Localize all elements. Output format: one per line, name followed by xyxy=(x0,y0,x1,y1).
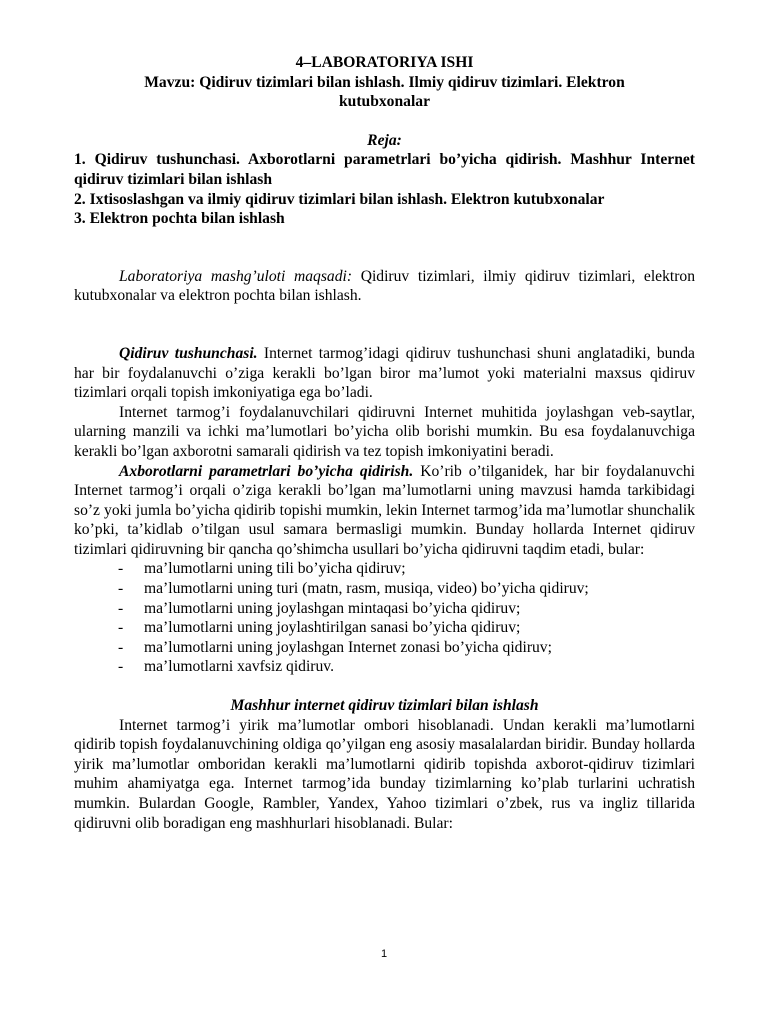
objective-label: Laboratoriya mashg’uloti maqsadi: xyxy=(119,267,353,285)
spacer xyxy=(74,677,695,696)
section1-paragraph xyxy=(74,344,695,403)
list-marker: - xyxy=(118,599,124,617)
list-item-text: ma’lumotlarni uning turi (matn, rasm, musiqa, video) bo’yicha qidiruv; xyxy=(144,580,589,598)
document-page xyxy=(74,53,695,833)
list-marker: - xyxy=(118,658,124,676)
section2-text: Ko’rib o’tilganidek, har bir foydalanuvchi Internet tarmog’i orqali o’ziga kerakli bo’lgan ma’lumotlarni uning mavzusi hamda tarkibidagi so’z yoki jumla bo’yicha qidirib topishi mumkin, lekin Internet tarmog’ida ma’lumotlar shunchalik ko’pki, ta’kidlab o’tilgan usul samara bermasligi mumkin. Bunday hollarda Internet qidiruv tizimlari qidiruvning bir qancha qo’shimcha usullari bo’yicha qidiruvni taqdim etadi, bular: xyxy=(74,462,695,558)
list-item-text: ma’lumotlarni uning tili bo’yicha qidiruv; xyxy=(144,560,406,578)
plan-item-3: 3. Elektron pochta bilan ishlash xyxy=(74,210,285,228)
section3-paragraph: Internet tarmog’i yirik ma’lumotlar ombori hisoblanadi. Undan kerakli ma’lumotlarni qidirib topish foydalanuvchining oldiga qo’yilgan eng asosiy masalalardan biridir. Bunday hollarda yirik ma’lumotlar omboridan kerakli ma’lumotlarni qidirib topishda axborot-qidiruv tizimlari muhim ahamiyatga ega. Internet tarmog’ida bunday tizimlarning ko’plab turlarini uchratish mumkin. Bulardan Google, Rambler, Yandex, Yahoo tizimlari o’zbek, rus va ingliz tillarida qidiruvni olib boradigan eng mashhurlari hisoblanadi. Bular: xyxy=(74,716,695,832)
spacer xyxy=(74,306,695,344)
lab-title: 4–LABORATORIYA ISHI xyxy=(295,54,474,71)
section3-heading: Mashhur internet qidiruv tizimlari bilan ishlash xyxy=(230,697,539,715)
list-item xyxy=(74,657,695,677)
list-item-text: ma’lumotlarni uning joylashtirilgan sanasi bo’yicha qidiruv; xyxy=(144,619,521,637)
list-item xyxy=(74,559,695,579)
list-item-text: ma’lumotlarni xavfsiz qidiruv. xyxy=(144,658,334,676)
plan-heading: Reja: xyxy=(367,131,402,149)
objective-paragraph xyxy=(74,267,695,306)
list-marker: - xyxy=(118,560,124,578)
list-item-text: ma’lumotlarni uning joylashgan mintaqasi bo’yicha qidiruv; xyxy=(144,599,521,617)
list-marker: - xyxy=(118,580,124,598)
subject-line-1: Mavzu: Qidiruv tizimlari bilan ishlash. Ilmiy qidiruv tizimlari. Elektron xyxy=(144,73,625,91)
list-item xyxy=(74,638,695,658)
section1-paragraph-2: Internet tarmog’i foydalanuvchilari qidiruvni Internet muhitida joylashgan veb-saytlar, ularning manzili va ichki ma’lumotlari bo’yicha olib borishi mumkin. Bu esa foydalanuvchiga kerakli bo’lgan axborotni samarali qidirish va tez topish imkoniyatini beradi. xyxy=(74,403,695,460)
subject-line-2: kutubxonalar xyxy=(339,93,430,111)
plan-item-1: 1. Qidiruv tushunchasi. Axborotlarni parametrlari bo’yicha qidirish. Mashhur Internet qidiruv tizimlari bilan ishlash xyxy=(74,151,695,188)
section1-term: Qidiruv tushunchasi. xyxy=(119,344,258,362)
objective-text: Qidiruv tizimlari, ilmiy qidiruv tizimlari, elektron kutubxonalar va elektron pochta bilan ishlash. xyxy=(74,267,695,305)
section2-term: Axborotlarni parametrlari bo’yicha qidirish. xyxy=(119,462,414,480)
list-marker: - xyxy=(118,638,124,656)
list-item xyxy=(74,579,695,599)
section2-paragraph xyxy=(74,462,695,560)
plan-item-2: 2. Ixtisoslashgan va ilmiy qidiruv tizimlari bilan ishlash. Elektron kutubxonalar xyxy=(74,190,605,208)
section1-text: Internet tarmog’idagi qidiruv tushunchasi shuni anglatadiki, bunda har bir foydalanuvchi o’ziga kerakli bo’lgan biror ma’lumot yoki materialni maxsus qidiruv tizimlari orqali topish imkoniyatiga ega bo’ladi. xyxy=(74,344,695,402)
list-item xyxy=(74,618,695,638)
spacer xyxy=(74,112,695,131)
spacer xyxy=(74,229,695,267)
list-item xyxy=(74,599,695,619)
page-number: 1 xyxy=(380,948,388,960)
search-methods-list xyxy=(74,559,695,677)
list-item-text: ma’lumotlarni uning joylashgan Internet zonasi bo’yicha qidiruv; xyxy=(144,638,552,656)
list-marker: - xyxy=(118,619,124,637)
